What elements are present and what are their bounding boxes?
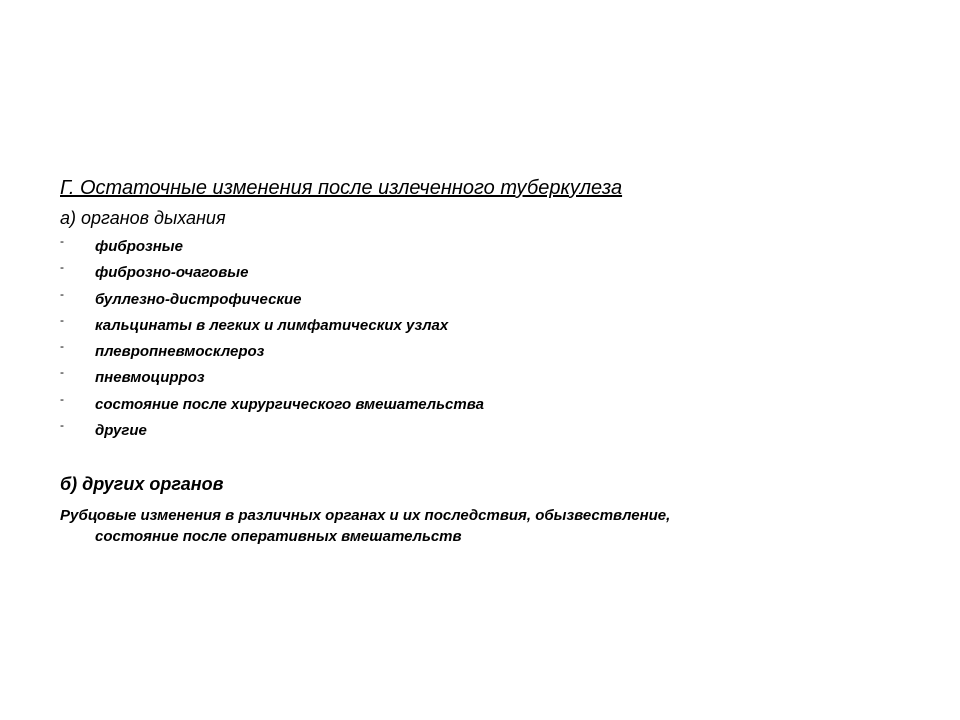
list-item-text: кальцинаты в легких и лимфатических узлах bbox=[95, 316, 449, 334]
paragraph-line-2: состояние после оперативных вмешательств bbox=[95, 528, 462, 545]
list-item-text: состояние после хирургического вмешательства bbox=[95, 395, 484, 413]
dash-bullet: - bbox=[60, 391, 64, 406]
dash-bullet: - bbox=[60, 339, 64, 354]
dash-bullet: - bbox=[60, 365, 64, 380]
dash-bullet: - bbox=[60, 286, 64, 301]
list-item-text: пневмоцирроз bbox=[95, 369, 205, 387]
slide-heading: Г. Остаточные изменения после излеченного туберкулеза bbox=[60, 177, 623, 199]
dash-bullet: - bbox=[60, 260, 64, 275]
list-item-text: буллезно-дистрофические bbox=[95, 290, 302, 308]
section-a-title: а) органов дыхания bbox=[60, 208, 226, 228]
dash-bullet: - bbox=[60, 312, 64, 327]
list-item-text: плевропневмосклероз bbox=[95, 343, 265, 361]
list-item-text: фиброзно-очаговые bbox=[95, 264, 249, 282]
section-b-paragraph bbox=[60, 505, 840, 547]
list-item-text: другие bbox=[95, 422, 147, 440]
dash-bullet: - bbox=[60, 234, 64, 248]
paragraph-line-1: Рубцовые изменения в различных органах и их последствия, обызвествление, bbox=[60, 507, 671, 524]
section-b-title: б) других органов bbox=[60, 474, 224, 494]
dash-bullet: - bbox=[60, 418, 64, 433]
list-item-text: фиброзные bbox=[95, 238, 183, 255]
